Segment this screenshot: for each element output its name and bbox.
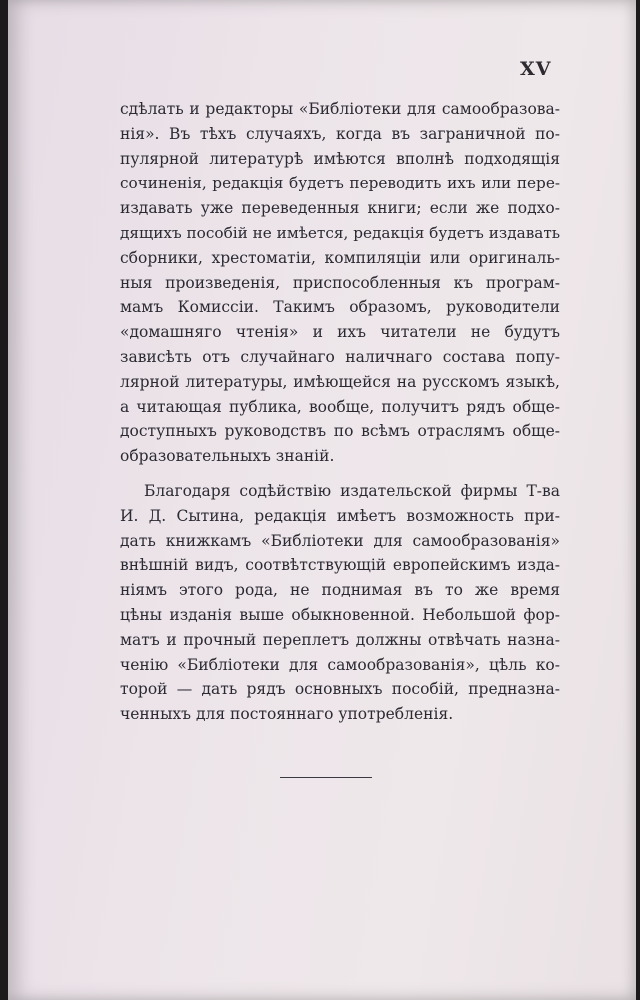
- text-line: лярной литературы, имѣющейся на русскомъ языкѣ,: [120, 372, 560, 391]
- paragraph-1: [120, 97, 560, 469]
- book-page: [8, 0, 636, 1000]
- section-divider: [280, 777, 372, 778]
- text-line: издавать уже переведенныя книги; если же подхо-: [120, 199, 560, 218]
- text-line: дящихъ пособій не имѣется, редакція будетъ издавать: [120, 223, 560, 242]
- text-line: а читающая публика, вообще, получитъ рядъ обще-: [120, 397, 560, 416]
- text-line: зависѣть отъ случайнаго наличнаго состава попу-: [120, 347, 560, 366]
- text-line: «домашняго чтенія» и ихъ читатели не будутъ: [120, 323, 560, 342]
- paragraph-gap: [120, 469, 560, 479]
- paragraph-2: [120, 479, 560, 727]
- text-line: ченію «Библіотеки для самообразованія», цѣль ко-: [120, 655, 560, 674]
- text-line: пулярной литературѣ имѣются вполнѣ подходящія: [120, 149, 560, 168]
- text-line: ныя произведенія, приспособленныя къ програм-: [120, 273, 560, 292]
- text-line: внѣшній видъ, соотвѣтствующій европейскимъ изда-: [120, 556, 560, 575]
- text-line: Благодаря содѣйствію издательской фирмы Т-ва: [144, 481, 560, 500]
- text-line: торой — дать рядъ основныхъ пособій, предназна-: [120, 680, 560, 699]
- text-line: ченныхъ для постояннаго употребленія.: [120, 705, 454, 724]
- text-line: образовательныхъ знаній.: [120, 447, 335, 466]
- body-text: [120, 97, 560, 727]
- text-line: дать книжкамъ «Библіотеки для самообразованія»: [120, 531, 560, 550]
- text-line: сочиненія, редакція будетъ переводить ихъ или пере-: [120, 174, 560, 193]
- text-line: сдѣлать и редакторы «Библіотеки для самообразова-: [120, 100, 560, 118]
- text-line: цѣны изданія выше обыкновенной. Небольшой фор-: [120, 605, 560, 624]
- text-line: ніямъ этого рода, не поднимая въ то же время: [120, 581, 560, 600]
- text-line: нія». Въ тѣхъ случаяхъ, когда въ заграничной по-: [120, 124, 560, 143]
- text-line: доступныхъ руководствъ по всѣмъ отраслямъ обще-: [120, 422, 560, 441]
- text-line: И. Д. Сытина, редакція имѣетъ возможность при-: [120, 506, 560, 525]
- page-number: XV: [520, 58, 552, 80]
- text-line: мамъ Комиссіи. Такимъ образомъ, руководители: [120, 298, 560, 317]
- text-line: матъ и прочный переплетъ должны отвѣчать назна-: [120, 630, 560, 649]
- text-line: сборники, хрестоматіи, компиляціи или оригиналь-: [120, 248, 560, 267]
